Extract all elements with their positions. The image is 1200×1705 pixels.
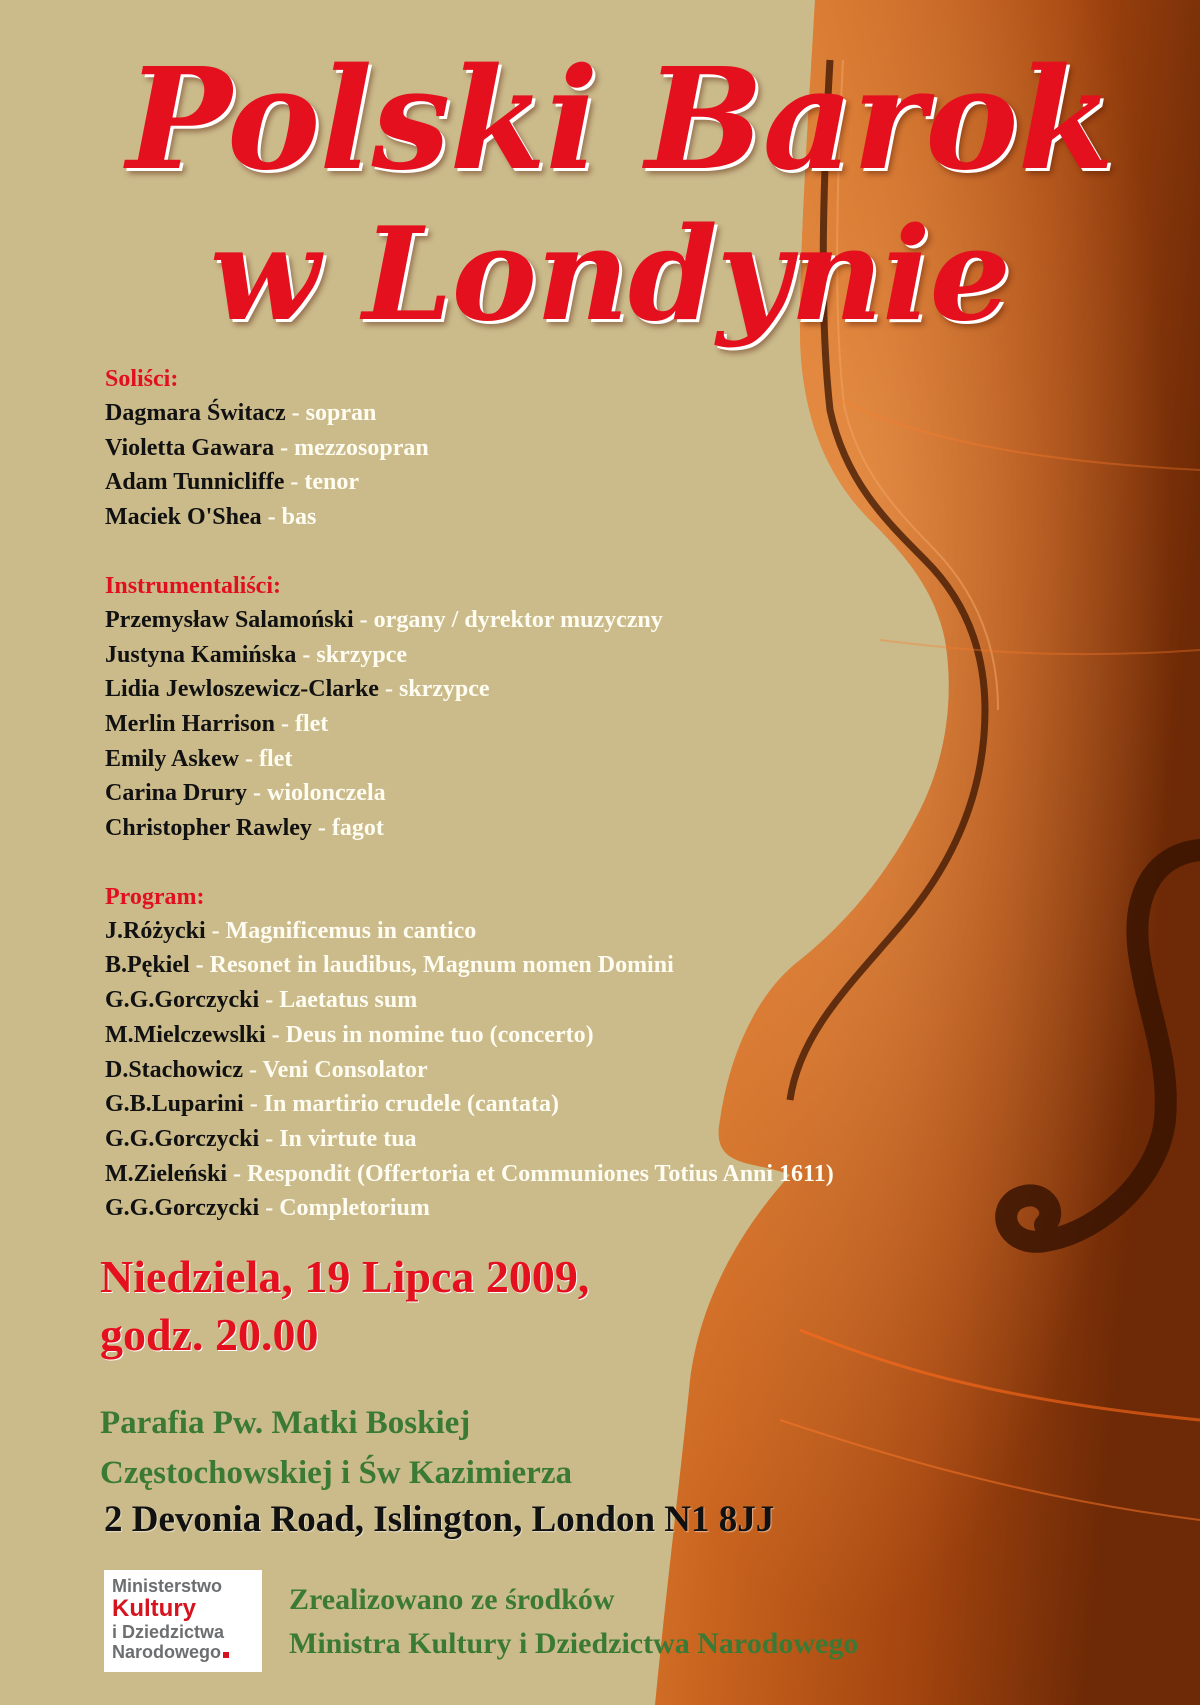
instrumentalist-row	[105, 776, 834, 811]
instrumentalist-row-name: Christopher Rawley	[105, 815, 312, 842]
instrumentalist-row-separator: -	[311, 815, 332, 842]
venue-name	[100, 1398, 572, 1498]
program-row-name: G.G.Gorczycki	[105, 1125, 260, 1152]
logo-line-3: i Dziedzictwa	[112, 1622, 225, 1642]
instrumentalist-row-separator: -	[274, 710, 295, 737]
program-row-detail: In martirio crudele (cantata)	[263, 1091, 559, 1118]
program-row-separator: -	[259, 1195, 280, 1222]
program-row	[105, 1191, 834, 1226]
program-row	[105, 1018, 834, 1053]
program-row	[105, 914, 834, 949]
program-row-detail: Veni Consolator	[262, 1056, 428, 1083]
program-row-detail: In virtute tua	[279, 1125, 417, 1152]
program-row-name: D.Stachowicz	[105, 1056, 243, 1083]
instrumentalist-row-separator: -	[246, 780, 267, 807]
instrumentalist-row-separator: -	[296, 641, 317, 668]
event-date: Niedziela, 19 Lipca 2009,	[100, 1251, 590, 1302]
program-row	[105, 1157, 834, 1192]
instrumentalist-row-detail: skrzypce	[398, 676, 490, 703]
instrumentalist-row-name: Carina Drury	[105, 780, 247, 807]
soloist-row-detail: tenor	[304, 469, 360, 496]
instrumentalist-row	[105, 707, 834, 742]
program-row-name: G.G.Gorczycki	[105, 987, 260, 1014]
funding-line-2: Ministra Kultury i Dziedzictwa Narodowego	[289, 1627, 859, 1660]
instrumentalist-row	[105, 811, 834, 846]
venue-line-1: Parafia Pw. Matki Boskiej	[100, 1405, 471, 1441]
soloist-row-name: Adam Tunnicliffe	[105, 469, 285, 496]
event-time: godz. 20.00	[100, 1309, 319, 1360]
logo-line-4	[112, 1642, 254, 1662]
instrumentalist-row-name: Przemysław Salamoński	[105, 606, 354, 633]
program-row-detail: Magnificemus in cantico	[225, 917, 477, 944]
instrumentalist-row-name: Lidia Jewloszewicz-Clarke	[105, 676, 379, 703]
program-row-detail: Deus in nomine tuo (concerto)	[285, 1021, 594, 1048]
program-row-separator: -	[259, 1125, 280, 1152]
funding-line-1: Zrealizowano ze środków	[289, 1583, 615, 1616]
title-line-1: Polski Barok	[126, 38, 1114, 202]
program-row-detail: Laetatus sum	[279, 987, 418, 1014]
soloist-row-separator: -	[285, 400, 306, 426]
instrumentalist-row	[105, 672, 834, 707]
instrumentalist-row-name: Emily Askew	[105, 745, 240, 772]
instrumentalist-row-detail: organy / dyrektor muzyczny	[373, 606, 663, 633]
title-line-2: w Londynie	[209, 200, 1011, 350]
instrumentalist-row-name: Justyna Kamińska	[105, 641, 297, 668]
program-row-separator: -	[259, 987, 280, 1014]
soloists-heading: Soliści:	[105, 366, 179, 392]
soloist-row	[105, 396, 834, 431]
instrumentalist-row-detail: flet	[259, 745, 293, 772]
program-row-name: B.Pękiel	[105, 952, 190, 979]
program-row-name: M.Mielczewslki	[105, 1021, 266, 1048]
soloists-list	[105, 396, 834, 535]
program-row-detail: Respondit (Offertoria et Communiones Totius Anni 1611)	[247, 1160, 834, 1187]
instrumentalist-row	[105, 742, 834, 777]
program-row-separator: -	[189, 952, 210, 979]
soloist-row-detail: mezzosopran	[294, 434, 429, 461]
instrumentalist-row-detail: wiolonczela	[266, 780, 386, 807]
soloist-row	[105, 465, 834, 500]
program-list	[105, 914, 834, 1226]
instrumentalists-list	[105, 603, 834, 846]
instrumentalist-row-name: Merlin Harrison	[105, 710, 275, 737]
instrumentalist-row-detail: skrzypce	[316, 641, 408, 668]
logo-line-1: Ministerstwo	[112, 1576, 223, 1596]
program-row-name: J.Różycki	[105, 917, 206, 944]
program-row-separator: -	[242, 1056, 263, 1083]
program-row-separator: -	[265, 1021, 286, 1048]
event-datetime	[100, 1248, 589, 1364]
program-row	[105, 983, 834, 1018]
soloist-row-name: Maciek O'Shea	[105, 504, 262, 531]
soloist-row-separator: -	[274, 434, 295, 461]
soloist-row-separator: -	[284, 469, 305, 496]
instrumentalist-row-separator: -	[239, 745, 260, 772]
instrumentalist-row	[105, 638, 834, 673]
logo-dot-icon	[223, 1652, 229, 1658]
program-row	[105, 1122, 834, 1157]
venue-address: 2 Devonia Road, Islington, London N1 8JJ	[104, 1499, 775, 1540]
program-row-separator: -	[243, 1091, 264, 1118]
soloist-row-name: Violetta Gawara	[105, 434, 275, 461]
venue-line-2: Częstochowskiej i Św Kazimierza	[100, 1455, 572, 1491]
program-row-detail: Resonet in laudibus, Magnum nomen Domini	[209, 952, 674, 979]
program-row-name: M.Zieleński	[105, 1160, 228, 1187]
program-row-name: G.B.Luparini	[105, 1091, 244, 1118]
program-row	[105, 1087, 834, 1122]
program-heading: Program:	[105, 883, 205, 910]
instrumentalist-row-separator: -	[353, 606, 374, 633]
soloist-row-name: Dagmara Świtacz	[105, 400, 286, 426]
soloist-row-separator: -	[261, 504, 282, 531]
instrumentalist-row-separator: -	[378, 676, 399, 703]
logo-line-2: Kultury	[112, 1595, 196, 1622]
soloist-row	[105, 500, 834, 535]
logo-line-4-text: Narodowego	[112, 1642, 222, 1662]
funding-note	[289, 1578, 858, 1666]
instrumentalist-row-detail: fagot	[331, 815, 384, 842]
program-row	[105, 1053, 834, 1088]
instrumentalists-heading: Instrumentaliści:	[105, 572, 281, 599]
performer-program-list	[105, 362, 834, 1226]
instrumentalist-row	[105, 603, 834, 638]
program-row-detail: Completorium	[279, 1195, 430, 1222]
program-row-separator: -	[227, 1160, 248, 1187]
ministry-logo	[104, 1570, 262, 1672]
soloist-row	[105, 431, 834, 466]
program-row	[105, 948, 834, 983]
program-row-name: G.G.Gorczycki	[105, 1195, 260, 1222]
soloist-row-detail: bas	[281, 504, 317, 531]
instrumentalist-row-detail: flet	[294, 710, 329, 737]
soloist-row-detail: sopran	[305, 400, 377, 426]
program-row-separator: -	[205, 917, 226, 944]
